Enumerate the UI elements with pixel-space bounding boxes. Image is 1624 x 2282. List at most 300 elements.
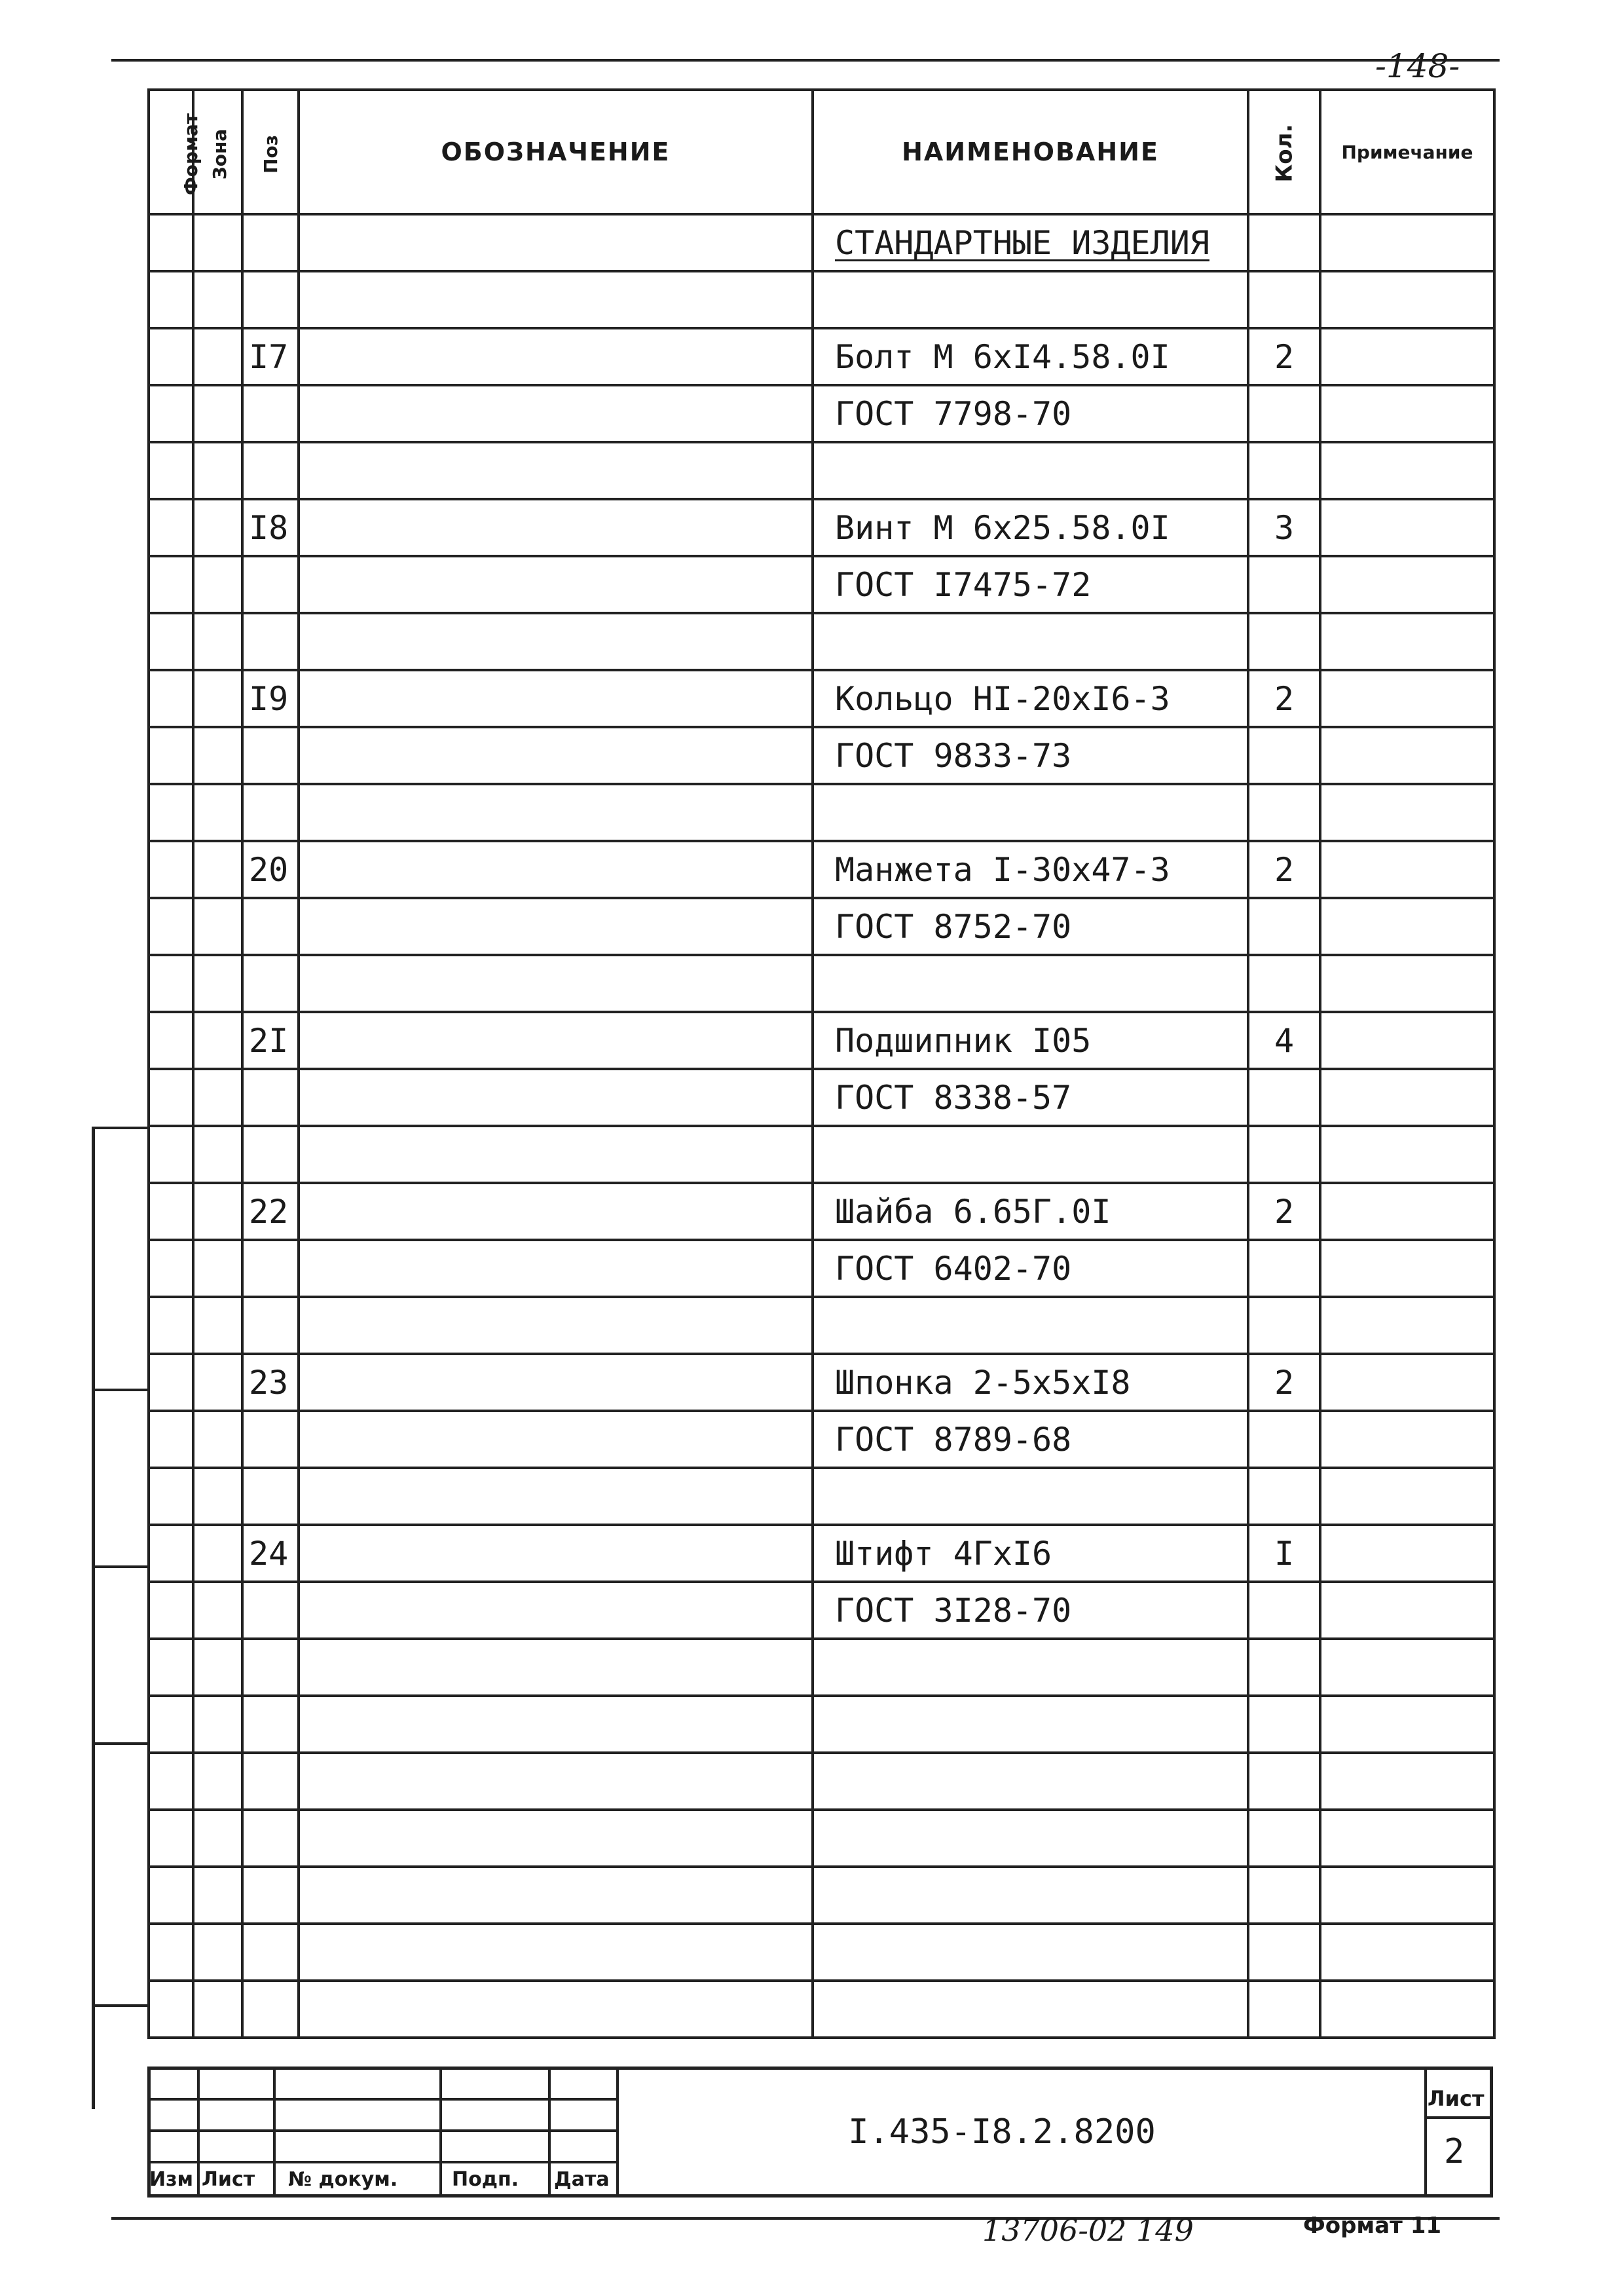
cell-format [149,1639,193,1696]
cell-name [813,1582,1248,1639]
cell-name [813,328,1248,385]
cell-name-text: ГОСТ 7798-70 [835,394,1072,433]
table-row [149,1525,1494,1582]
cell-name [813,1069,1248,1126]
cell-pos-text: 22 [249,1192,289,1231]
cell-name [813,1525,1248,1582]
cell-zone [193,271,242,328]
cell-note [1320,1696,1494,1753]
cell-qty [1248,1924,1320,1981]
cell-qty [1248,784,1320,841]
table-row [149,1069,1494,1126]
cell-pos-text: I9 [249,679,289,718]
cell-name [813,1981,1248,2038]
table-header-row [149,90,1494,214]
cell-note [1320,1183,1494,1240]
cell-pos-text: 23 [249,1363,289,1402]
table-row [149,1810,1494,1867]
cell-note [1320,1411,1494,1468]
cell-zone [193,1525,242,1582]
cell-name [813,271,1248,328]
cell-qty [1248,1639,1320,1696]
header-designation: ОБОЗНАЧЕНИЕ [299,90,813,214]
cell-zone [193,1240,242,1297]
cell-qty [1248,1183,1320,1240]
cell-zone [193,442,242,499]
cell-zone [193,1297,242,1354]
cell-name [813,1411,1248,1468]
table-row [149,1753,1494,1810]
cell-qty-text: 3 [1274,508,1295,547]
table-row [149,1240,1494,1297]
cell-note [1320,328,1494,385]
table-row [149,1183,1494,1240]
cell-pos [242,1867,299,1924]
cell-note [1320,955,1494,1012]
cell-zone [193,1354,242,1411]
cell-format [149,1696,193,1753]
cell-note [1320,898,1494,955]
bottom-border-line [111,2217,1500,2220]
cell-name-text: СТАНДАРТНЫЕ ИЗДЕЛИЯ [835,223,1209,262]
cell-designation [299,1696,813,1753]
cell-pos [242,214,299,271]
cell-format [149,898,193,955]
cell-format [149,1012,193,1069]
table-row [149,1297,1494,1354]
side-stamp-divider [92,1389,147,1391]
cell-zone [193,955,242,1012]
cell-format [149,385,193,442]
cell-note [1320,1354,1494,1411]
cell-note [1320,214,1494,271]
cell-zone [193,1411,242,1468]
cell-designation [299,1354,813,1411]
cell-format [149,955,193,1012]
table-row [149,1582,1494,1639]
top-border-line [111,59,1500,62]
cell-designation [299,1069,813,1126]
sheet-number: 2 [1444,2132,1465,2171]
cell-name [813,1867,1248,1924]
table-row [149,613,1494,670]
cell-designation [299,214,813,271]
cell-pos [242,1924,299,1981]
cell-format [149,841,193,898]
cell-designation [299,1924,813,1981]
cell-zone [193,898,242,955]
cell-note [1320,727,1494,784]
cell-name [813,613,1248,670]
cell-note [1320,613,1494,670]
cell-designation [299,1582,813,1639]
header-name: НАИМЕНОВАНИЕ [813,90,1248,214]
cell-note [1320,385,1494,442]
cell-name [813,1297,1248,1354]
table-row [149,1411,1494,1468]
cell-pos [242,1069,299,1126]
cell-name [813,1012,1248,1069]
table-body [149,214,1494,2038]
cell-pos [242,442,299,499]
table-row [149,898,1494,955]
cell-format [149,1981,193,2038]
table-row [149,1468,1494,1525]
cell-designation [299,841,813,898]
cell-designation [299,1297,813,1354]
cell-qty [1248,271,1320,328]
cell-name-text: ГОСТ I7475-72 [835,565,1092,604]
cell-zone [193,1867,242,1924]
cell-format [149,1126,193,1183]
table-row [149,727,1494,784]
cell-zone [193,556,242,613]
cell-qty [1248,613,1320,670]
table-row [149,841,1494,898]
cell-qty-text: 2 [1274,850,1295,889]
cell-designation [299,1126,813,1183]
cell-pos-text: 24 [249,1534,289,1573]
side-stamp-divider [92,1565,147,1568]
cell-pos [242,670,299,727]
cell-zone [193,841,242,898]
cell-pos [242,1810,299,1867]
label-sign: Подп. [452,2168,519,2191]
cell-designation [299,1411,813,1468]
cell-qty [1248,1525,1320,1582]
cell-note [1320,784,1494,841]
table-row [149,1354,1494,1411]
cell-qty [1248,1696,1320,1753]
cell-pos [242,613,299,670]
cell-name-text: Штифт 4ГхI6 [835,1534,1052,1573]
cell-designation [299,556,813,613]
cell-format [149,499,193,556]
cell-qty [1248,328,1320,385]
cell-pos-text: 2I [249,1021,289,1060]
cell-name [813,955,1248,1012]
table-row [149,955,1494,1012]
archive-number: 13706-02 149 [982,2213,1194,2248]
cell-name [813,442,1248,499]
cell-designation [299,328,813,385]
cell-zone [193,328,242,385]
cell-qty [1248,1981,1320,2038]
cell-qty-text: I [1274,1534,1295,1573]
cell-zone [193,1924,242,1981]
table-row [149,1639,1494,1696]
cell-pos [242,1468,299,1525]
cell-zone [193,1012,242,1069]
cell-name [813,556,1248,613]
cell-format [149,328,193,385]
cell-pos [242,1525,299,1582]
cell-pos [242,1012,299,1069]
cell-qty [1248,841,1320,898]
cell-name [813,841,1248,898]
format-label: Формат 11 [1303,2213,1442,2239]
cell-name-text: Шпонка 2-5х5хI8 [835,1363,1131,1402]
cell-designation [299,1240,813,1297]
cell-format [149,670,193,727]
cell-pos [242,1240,299,1297]
cell-qty [1248,670,1320,727]
cell-note [1320,1240,1494,1297]
cell-designation [299,385,813,442]
specification-table [147,88,1496,2039]
cell-qty [1248,1582,1320,1639]
cell-note [1320,670,1494,727]
cell-name-text: ГОСТ 9833-73 [835,736,1072,775]
cell-zone [193,784,242,841]
cell-pos [242,1639,299,1696]
cell-zone [193,214,242,271]
cell-designation [299,1525,813,1582]
cell-format [149,271,193,328]
cell-qty [1248,1126,1320,1183]
page-number: -148- [1375,47,1460,85]
table-row [149,556,1494,613]
cell-pos [242,955,299,1012]
cell-designation [299,1639,813,1696]
cell-name [813,1810,1248,1867]
table-row [149,1126,1494,1183]
cell-note [1320,1012,1494,1069]
cell-designation [299,1981,813,2038]
header-zone: Зона [193,90,242,214]
cell-zone [193,1069,242,1126]
cell-qty-text: 2 [1274,1192,1295,1231]
cell-note [1320,1468,1494,1525]
cell-format [149,1411,193,1468]
document-designation: I.435-I8.2.8200 [848,2112,1156,2152]
cell-note [1320,556,1494,613]
cell-note [1320,1753,1494,1810]
cell-format [149,442,193,499]
cell-qty [1248,727,1320,784]
table-row [149,214,1494,271]
cell-name [813,499,1248,556]
cell-qty [1248,385,1320,442]
cell-name [813,385,1248,442]
cell-format [149,1867,193,1924]
label-izm: Изм [149,2168,194,2191]
cell-designation [299,784,813,841]
cell-qty [1248,1753,1320,1810]
cell-format [149,727,193,784]
cell-format [149,556,193,613]
cell-qty [1248,1354,1320,1411]
cell-zone [193,1981,242,2038]
cell-pos [242,271,299,328]
cell-qty-text: 2 [1274,679,1295,718]
cell-name [813,727,1248,784]
table-row [149,1981,1494,2038]
table-row [149,442,1494,499]
cell-pos [242,898,299,955]
cell-designation [299,613,813,670]
cell-zone [193,1753,242,1810]
header-note: Примечание [1320,90,1494,214]
cell-note [1320,841,1494,898]
cell-name [813,1354,1248,1411]
cell-format [149,1069,193,1126]
cell-zone [193,727,242,784]
table-row [149,1867,1494,1924]
cell-pos [242,727,299,784]
cell-designation [299,955,813,1012]
cell-note [1320,1924,1494,1981]
cell-designation [299,1810,813,1867]
cell-name [813,1468,1248,1525]
table-row [149,1924,1494,1981]
cell-qty [1248,1240,1320,1297]
cell-zone [193,613,242,670]
cell-name [813,1639,1248,1696]
header-pos: Поз [242,90,299,214]
cell-pos [242,1126,299,1183]
cell-qty [1248,1867,1320,1924]
cell-pos [242,784,299,841]
cell-note [1320,1810,1494,1867]
cell-format [149,1582,193,1639]
side-stamp-divider [92,2004,147,2007]
table-row [149,1696,1494,1753]
cell-pos-text: I7 [249,337,289,376]
table-row [149,784,1494,841]
label-doc-no: № докум. [288,2168,398,2191]
cell-pos-text: 20 [249,850,289,889]
cell-name [813,1240,1248,1297]
cell-qty [1248,1468,1320,1525]
cell-designation [299,898,813,955]
cell-designation [299,1753,813,1810]
side-stamp-divider [92,1127,147,1129]
cell-format [149,1240,193,1297]
cell-designation [299,1012,813,1069]
cell-designation [299,1468,813,1525]
cell-designation [299,1183,813,1240]
cell-format [149,1183,193,1240]
cell-qty [1248,1810,1320,1867]
cell-name-text: ГОСТ 6402-70 [835,1249,1072,1288]
cell-pos [242,1753,299,1810]
cell-zone [193,1183,242,1240]
cell-qty [1248,898,1320,955]
cell-format [149,1297,193,1354]
cell-designation [299,727,813,784]
table-row [149,271,1494,328]
cell-name [813,214,1248,271]
side-stamp-divider [92,1742,147,1745]
table-row [149,328,1494,385]
cell-zone [193,499,242,556]
side-stamp-frame [92,1127,151,2109]
cell-zone [193,1468,242,1525]
table-row [149,1012,1494,1069]
cell-name [813,1924,1248,1981]
cell-zone [193,1696,242,1753]
cell-name-text: ГОСТ 3I28-70 [835,1591,1072,1630]
cell-name-text: ГОСТ 8789-68 [835,1420,1072,1459]
cell-pos [242,1696,299,1753]
table-row [149,385,1494,442]
cell-name-text: Манжета I-30х47-3 [835,850,1170,889]
cell-format [149,214,193,271]
cell-pos [242,385,299,442]
cell-zone [193,1639,242,1696]
cell-format [149,613,193,670]
cell-zone [193,1582,242,1639]
cell-name [813,1753,1248,1810]
cell-qty [1248,1297,1320,1354]
cell-qty [1248,955,1320,1012]
cell-pos [242,328,299,385]
cell-qty [1248,1069,1320,1126]
cell-note [1320,1126,1494,1183]
cell-pos [242,1354,299,1411]
cell-name [813,670,1248,727]
header-qty: Кол. [1248,90,1320,214]
header-format: Формат [149,90,193,214]
cell-note [1320,1069,1494,1126]
cell-designation [299,442,813,499]
cell-designation [299,670,813,727]
cell-qty [1248,499,1320,556]
cell-pos [242,841,299,898]
cell-name [813,898,1248,955]
cell-qty [1248,214,1320,271]
cell-designation [299,499,813,556]
label-list: Лист [202,2168,255,2191]
cell-name [813,784,1248,841]
cell-qty-text: 2 [1274,337,1295,376]
cell-format [149,1810,193,1867]
cell-name-text: ГОСТ 8338-57 [835,1078,1072,1117]
cell-name [813,1126,1248,1183]
cell-pos [242,1582,299,1639]
cell-note [1320,1297,1494,1354]
cell-name [813,1696,1248,1753]
cell-format [149,1924,193,1981]
cell-note [1320,442,1494,499]
cell-pos [242,1183,299,1240]
cell-qty-text: 4 [1274,1021,1295,1060]
cell-zone [193,1126,242,1183]
cell-note [1320,271,1494,328]
cell-pos [242,1297,299,1354]
cell-name-text: Кольцо НI-20хI6-3 [835,679,1170,718]
cell-pos [242,1981,299,2038]
cell-pos [242,556,299,613]
cell-zone [193,670,242,727]
cell-note [1320,1582,1494,1639]
cell-pos [242,1411,299,1468]
cell-note [1320,1867,1494,1924]
cell-name-text: ГОСТ 8752-70 [835,907,1072,946]
cell-qty [1248,1012,1320,1069]
cell-format [149,1354,193,1411]
cell-name [813,1183,1248,1240]
cell-name-text: Шайба 6.65Г.0I [835,1192,1111,1231]
cell-format [149,1753,193,1810]
cell-note [1320,1981,1494,2038]
cell-note [1320,1639,1494,1696]
cell-designation [299,1867,813,1924]
cell-qty [1248,442,1320,499]
cell-designation [299,271,813,328]
table-row [149,499,1494,556]
